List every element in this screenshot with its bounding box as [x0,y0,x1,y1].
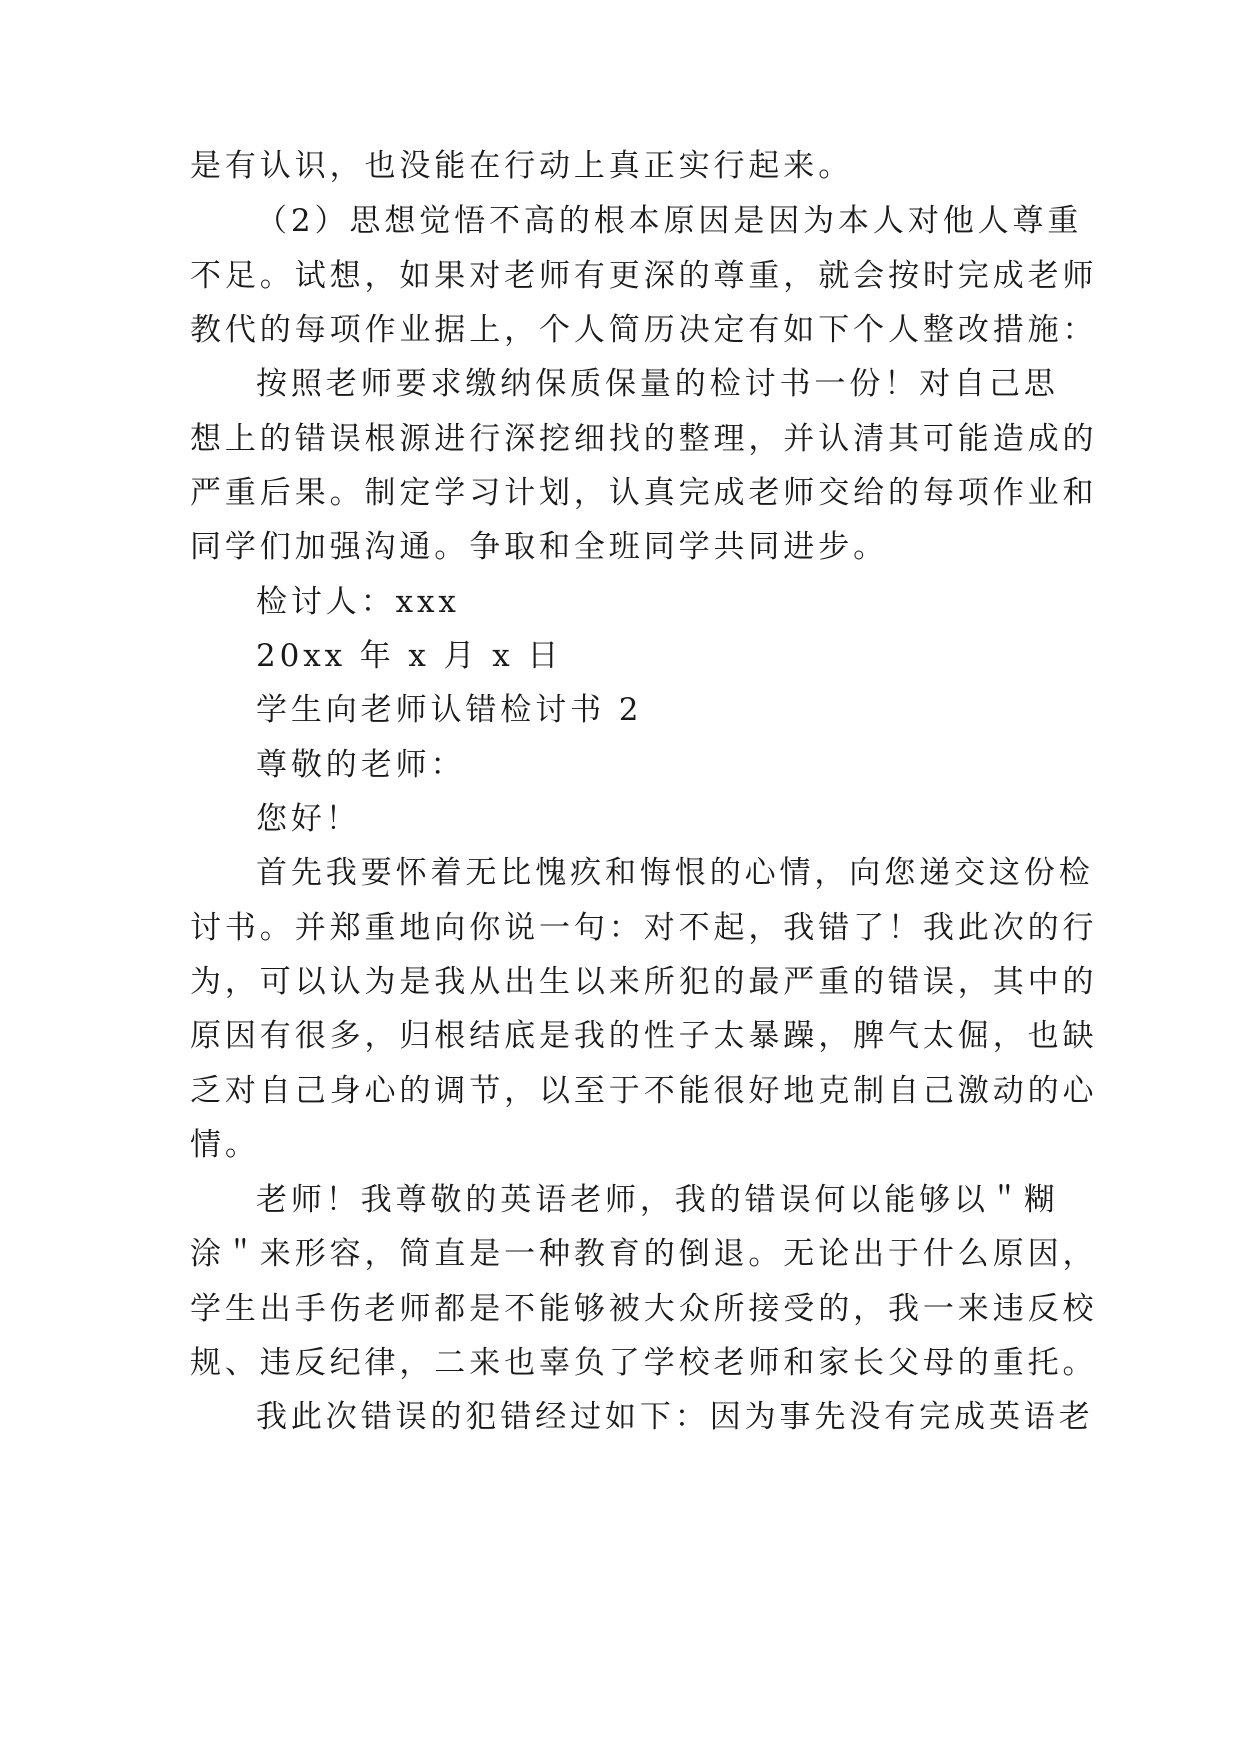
text-line: 学生出手伤老师都是不能够被大众所接受的，我一来违反校 [190,1291,1098,1327]
text-line: 首先我要怀着无比愧疚和悔恨的心情，向您递交这份检 [256,855,1094,891]
text-line: 同学们加强沟通。争取和全班同学共同进步。 [190,529,888,565]
text-line: 规、违反纪律，二来也辜负了学校老师和家长父母的重托。 [190,1345,1098,1381]
text-line: 讨书。并郑重地向你说一句：对不起，我错了！我此次的行 [190,910,1098,946]
text-line: 是有认识，也没能在行动上真正实行起来。 [190,148,854,184]
text-line: 不足。试想，如果对老师有更深的尊重，就会按时完成老师 [190,258,1098,294]
signature-line: 检讨人：xxx [256,584,460,620]
text-line: （2）思想觉悟不高的根本原因是因为本人对他人尊重 [256,203,1083,239]
greeting: 您好！ [256,801,361,837]
text-line: 为，可以认为是我从出生以来所犯的最严重的错误，其中的 [190,964,1098,1000]
text-line: 严重后果。制定学习计划，认真完成老师交给的每项作业和 [190,475,1098,511]
section-title: 学生向老师认错检讨书 2 [256,692,643,728]
text-line: 想上的错误根源进行深挖细找的整理，并认清其可能造成的 [190,421,1098,457]
text-line: 原因有很多，归根结底是我的性子太暴躁，脾气太倔，也缺 [190,1018,1098,1054]
text-line: 按照老师要求缴纳保质保量的检讨书一份！对自己思 [256,366,1059,402]
date-line: 20xx 年 x 月 x 日 [256,638,563,674]
text-line: 教代的每项作业据上，个人简历决定有如下个人整改措施： [190,312,1098,348]
text-line: 情。 [190,1127,260,1163]
text-line: 涂＂来形容，简直是一种教育的倒退。无论出于什么原因， [190,1236,1098,1272]
text-line: 老师！我尊敬的英语老师，我的错误何以能够以＂糊 [256,1182,1059,1218]
salutation: 尊敬的老师： [256,747,466,783]
text-line: 我此次错误的犯错经过如下：因为事先没有完成英语老 [256,1399,1094,1435]
text-line: 乏对自己身心的调节，以至于不能很好地克制自己激动的心 [190,1073,1098,1109]
